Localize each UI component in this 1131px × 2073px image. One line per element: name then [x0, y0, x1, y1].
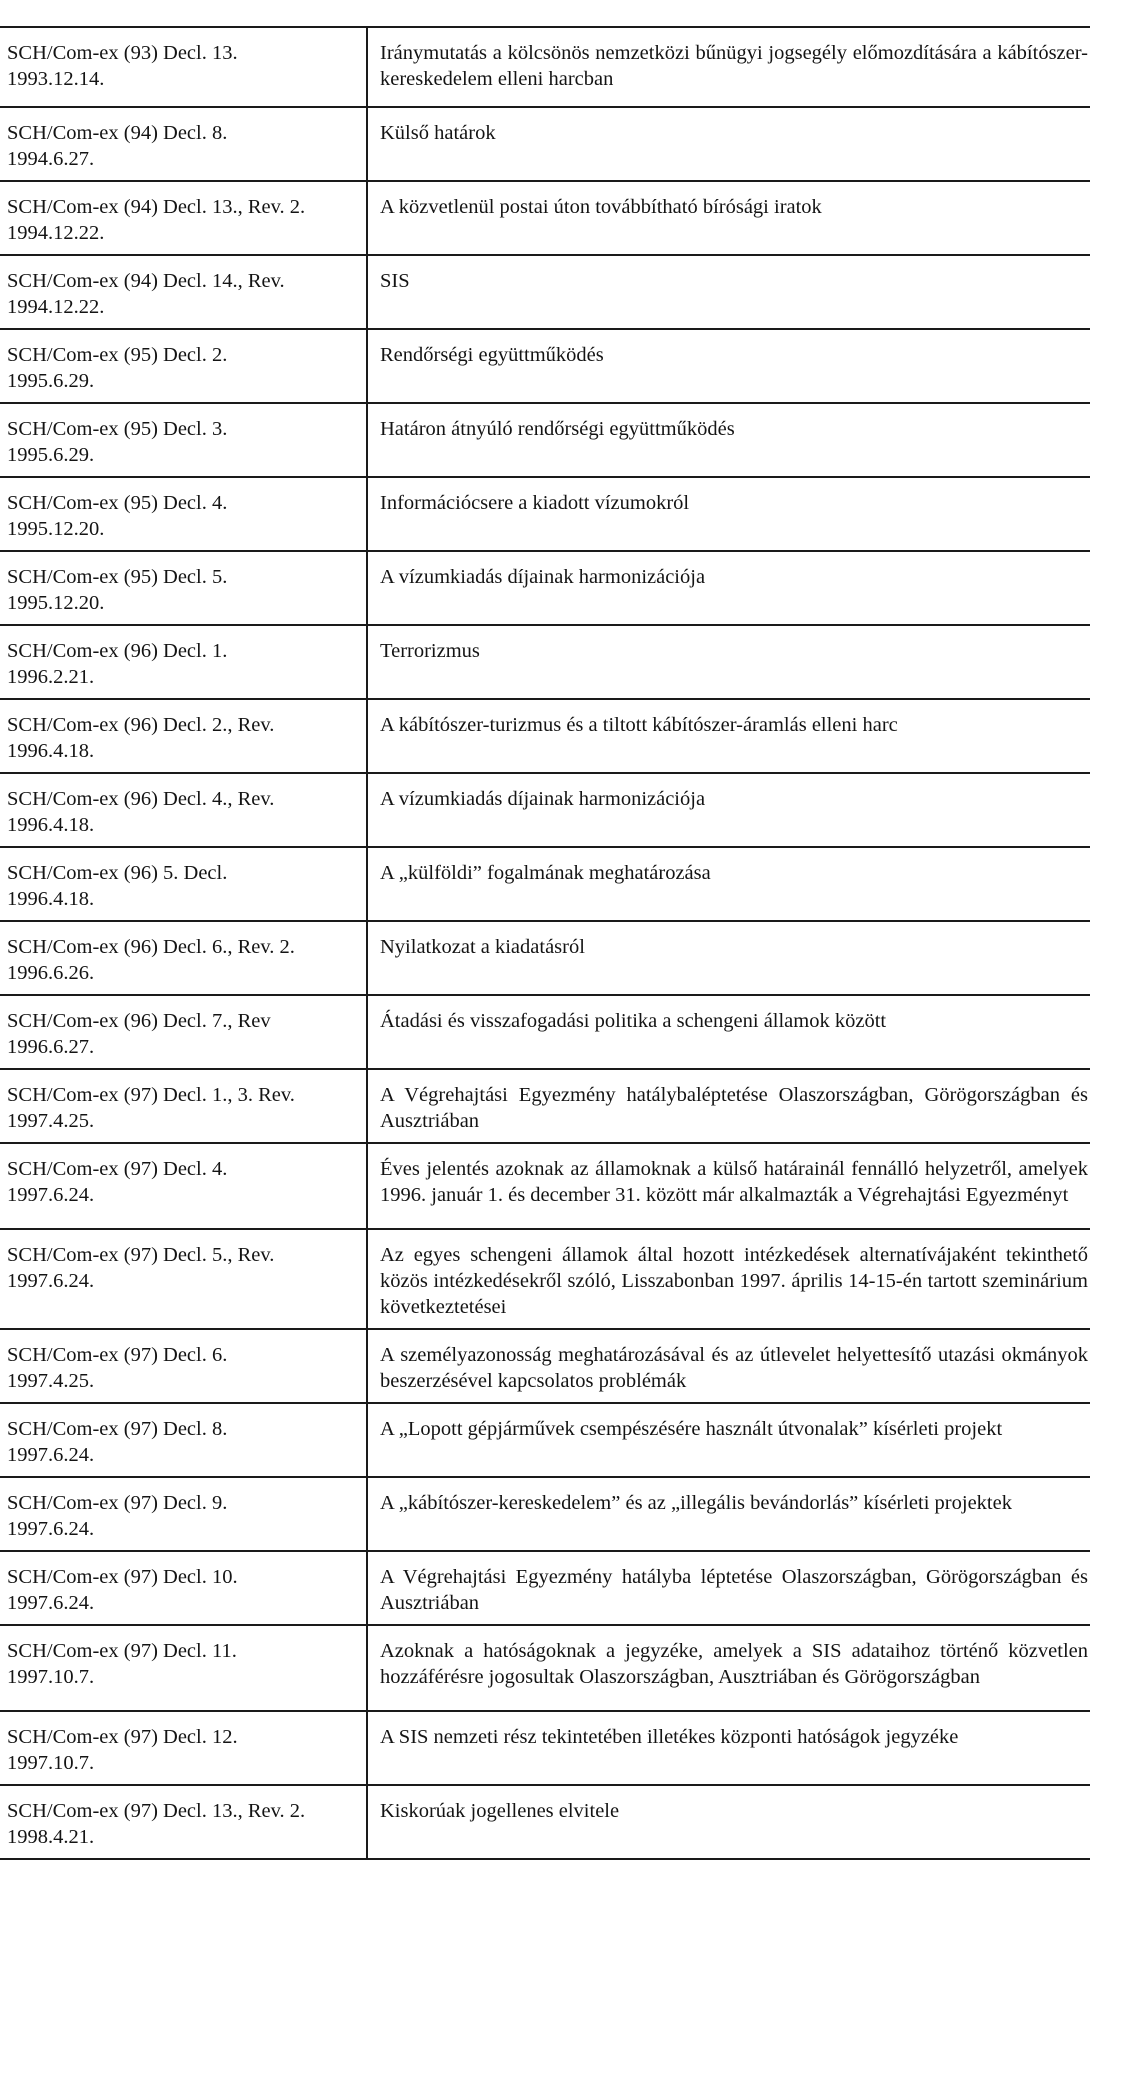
- declaration-date: 1996.2.21.: [7, 666, 95, 688]
- declaration-reference: SCH/Com-ex (97) Decl. 4.: [7, 1158, 228, 1180]
- declaration-title: Az egyes schengeni államok által hozott intézkedések alternatívájaként tekinthető közös intézkedésekről szóló, Lisszabonban 1997. április 14-15-én tartott szeminárium következtetései: [380, 1244, 1088, 1318]
- declaration-date: 1997.10.7.: [7, 1752, 95, 1774]
- reference-cell: [0, 255, 367, 329]
- declaration-date: 1994.12.22.: [7, 296, 105, 318]
- declaration-date: 1996.6.27.: [7, 1036, 95, 1058]
- table-row: [0, 625, 1090, 699]
- declaration-reference: SCH/Com-ex (97) Decl. 8.: [7, 1418, 228, 1440]
- table-row: [0, 1625, 1090, 1711]
- declaration-reference: SCH/Com-ex (96) Decl. 2., Rev.: [7, 714, 275, 736]
- declaration-date: 1997.6.24.: [7, 1592, 95, 1614]
- table-row: [0, 773, 1090, 847]
- table-row: [0, 1329, 1090, 1403]
- declaration-title: Rendőrségi együttműködés: [380, 344, 604, 366]
- declaration-reference: SCH/Com-ex (94) Decl. 8.: [7, 122, 228, 144]
- declaration-date: 1995.12.20.: [7, 592, 105, 614]
- table-row: [0, 995, 1090, 1069]
- reference-cell: [0, 1229, 367, 1329]
- declaration-date: 1995.6.29.: [7, 370, 95, 392]
- reference-cell: [0, 1625, 367, 1711]
- reference-cell: [0, 1329, 367, 1403]
- declaration-title: A „kábítószer-kereskedelem” és az „illegális bevándorlás” kísérleti projektek: [380, 1492, 1012, 1514]
- declaration-title: Átadási és visszafogadási politika a schengeni államok között: [380, 1010, 887, 1032]
- declaration-date: 1996.4.18.: [7, 888, 95, 910]
- declaration-title: A „Lopott gépjárművek csempészésére használt útvonalak” kísérleti projekt: [380, 1418, 1003, 1440]
- declaration-title: A Végrehajtási Egyezmény hatálybaléptetése Olaszországban, Görögországban és Ausztriában: [380, 1084, 1088, 1132]
- declaration-reference: SCH/Com-ex (97) Decl. 12.: [7, 1726, 238, 1748]
- declaration-date: 1996.4.18.: [7, 740, 95, 762]
- declaration-reference: SCH/Com-ex (97) Decl. 9.: [7, 1492, 228, 1514]
- declaration-date: 1995.6.29.: [7, 444, 95, 466]
- reference-cell: [0, 1785, 367, 1859]
- declaration-date: 1995.12.20.: [7, 518, 105, 540]
- reference-cell: [0, 921, 367, 995]
- table-row: [0, 847, 1090, 921]
- declaration-title: A személyazonosság meghatározásával és az útlevelet helyettesítő utazási okmányok beszerzésével kapcsolatos problémák: [380, 1344, 1088, 1392]
- declaration-title: A Végrehajtási Egyezmény hatályba léptetése Olaszországban, Görögországban és Ausztriában: [380, 1566, 1088, 1614]
- reference-cell: [0, 1477, 367, 1551]
- declaration-title: SIS: [380, 270, 410, 292]
- table-row: [0, 1711, 1090, 1785]
- declaration-date: 1996.6.26.: [7, 962, 95, 984]
- declaration-date: 1993.12.14.: [7, 68, 105, 90]
- declaration-date: 1997.10.7.: [7, 1666, 95, 1688]
- declaration-reference: SCH/Com-ex (94) Decl. 13., Rev. 2.: [7, 196, 306, 218]
- reference-cell: [0, 1551, 367, 1625]
- declaration-title: Nyilatkozat a kiadatásról: [380, 936, 585, 958]
- declaration-date: 1994.12.22.: [7, 222, 105, 244]
- declaration-reference: SCH/Com-ex (94) Decl. 14., Rev.: [7, 270, 285, 292]
- table-row: [0, 551, 1090, 625]
- table-row: [0, 1229, 1090, 1329]
- declaration-date: 1997.4.25.: [7, 1110, 95, 1132]
- declaration-date: 1997.6.24.: [7, 1444, 95, 1466]
- declaration-reference: SCH/Com-ex (96) Decl. 4., Rev.: [7, 788, 275, 810]
- reference-cell: [0, 995, 367, 1069]
- reference-cell: [0, 551, 367, 625]
- declaration-title: A „külföldi” fogalmának meghatározása: [380, 862, 711, 884]
- declaration-date: 1997.6.24.: [7, 1518, 95, 1540]
- declaration-reference: SCH/Com-ex (97) Decl. 13., Rev. 2.: [7, 1800, 306, 1822]
- declaration-reference: SCH/Com-ex (95) Decl. 2.: [7, 344, 228, 366]
- reference-cell: [0, 27, 367, 107]
- declaration-reference: SCH/Com-ex (97) Decl. 11.: [7, 1640, 237, 1662]
- declaration-title: Információcsere a kiadott vízumokról: [380, 492, 690, 514]
- table-row: [0, 1403, 1090, 1477]
- declaration-reference: SCH/Com-ex (96) 5. Decl.: [7, 862, 228, 884]
- reference-cell: [0, 477, 367, 551]
- declaration-title: Éves jelentés azoknak az államoknak a külső határainál fennálló helyzetről, amelyek 1996. január 1. és december 31. között már alkalmazták a Végrehajtási Egyezményt: [380, 1158, 1088, 1206]
- table-row: [0, 107, 1090, 181]
- declaration-reference: SCH/Com-ex (96) Decl. 7., Rev: [7, 1010, 271, 1032]
- declaration-date: 1994.6.27.: [7, 148, 95, 170]
- reference-cell: [0, 773, 367, 847]
- declaration-date: 1996.4.18.: [7, 814, 95, 836]
- table-row: [0, 921, 1090, 995]
- reference-cell: [0, 329, 367, 403]
- declaration-date: 1998.4.21.: [7, 1826, 95, 1848]
- declaration-reference: SCH/Com-ex (95) Decl. 5.: [7, 566, 228, 588]
- reference-cell: [0, 847, 367, 921]
- declaration-reference: SCH/Com-ex (97) Decl. 5., Rev.: [7, 1244, 275, 1266]
- declaration-title: A kábítószer-turizmus és a tiltott kábítószer-áramlás elleni harc: [380, 714, 898, 736]
- declarations-table-body: [0, 27, 1090, 1859]
- reference-cell: [0, 181, 367, 255]
- table-row: [0, 1143, 1090, 1229]
- declaration-reference: SCH/Com-ex (93) Decl. 13.: [7, 42, 238, 64]
- declaration-date: 1997.4.25.: [7, 1370, 95, 1392]
- declaration-title: A SIS nemzeti rész tekintetében illetékes központi hatóságok jegyzéke: [380, 1726, 959, 1748]
- declaration-title: A közvetlenül postai úton továbbítható bírósági iratok: [380, 196, 822, 218]
- reference-cell: [0, 403, 367, 477]
- reference-cell: [0, 625, 367, 699]
- table-row: [0, 1477, 1090, 1551]
- table-row: [0, 255, 1090, 329]
- table-row: [0, 27, 1090, 107]
- declaration-reference: SCH/Com-ex (97) Decl. 10.: [7, 1566, 238, 1588]
- declaration-title: A vízumkiadás díjainak harmonizációja: [380, 788, 706, 810]
- reference-cell: [0, 107, 367, 181]
- declaration-reference: SCH/Com-ex (95) Decl. 4.: [7, 492, 228, 514]
- declaration-title: Azoknak a hatóságoknak a jegyzéke, amelyek a SIS adataihoz történő közvetlen hozzáférésre jogosultak Olaszországban, Ausztriában és Görögországban: [380, 1640, 1088, 1688]
- declaration-title: Kiskorúak jogellenes elvitele: [380, 1800, 620, 1822]
- declaration-reference: SCH/Com-ex (97) Decl. 1., 3. Rev.: [7, 1084, 295, 1106]
- table-row: [0, 1069, 1090, 1143]
- table-row: [0, 329, 1090, 403]
- declaration-reference: SCH/Com-ex (95) Decl. 3.: [7, 418, 228, 440]
- table-row: [0, 699, 1090, 773]
- declaration-reference: SCH/Com-ex (97) Decl. 6.: [7, 1344, 228, 1366]
- reference-cell: [0, 1403, 367, 1477]
- table-row: [0, 403, 1090, 477]
- table-row: [0, 477, 1090, 551]
- table-row: [0, 181, 1090, 255]
- reference-cell: [0, 1069, 367, 1143]
- declarations-table: [0, 26, 1090, 1860]
- declaration-title: A vízumkiadás díjainak harmonizációja: [380, 566, 706, 588]
- reference-cell: [0, 1711, 367, 1785]
- table-row: [0, 1551, 1090, 1625]
- declaration-title: Külső határok: [380, 122, 496, 144]
- declaration-title: Iránymutatás a kölcsönös nemzetközi bűnügyi jogsegély előmozdítására a kábítószer-kereskedelem elleni harcban: [380, 42, 1088, 90]
- declaration-title: Terrorizmus: [380, 640, 480, 662]
- reference-cell: [0, 1143, 367, 1229]
- declaration-date: 1997.6.24.: [7, 1270, 95, 1292]
- table-row: [0, 1785, 1090, 1859]
- declaration-date: 1997.6.24.: [7, 1184, 95, 1206]
- reference-cell: [0, 699, 367, 773]
- declaration-title: Határon átnyúló rendőrségi együttműködés: [380, 418, 735, 440]
- declaration-reference: SCH/Com-ex (96) Decl. 1.: [7, 640, 228, 662]
- declaration-reference: SCH/Com-ex (96) Decl. 6., Rev. 2.: [7, 936, 295, 958]
